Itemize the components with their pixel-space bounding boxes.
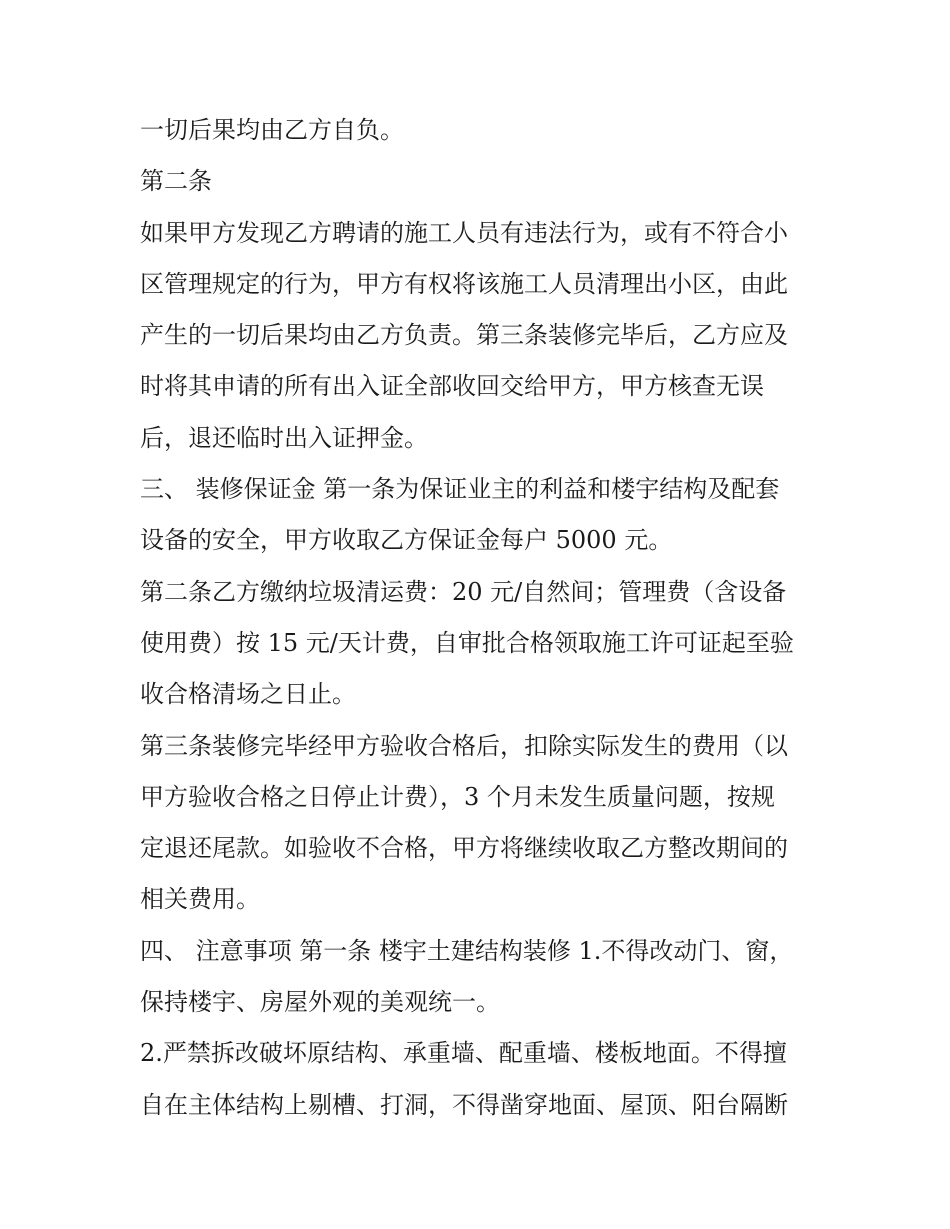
text-line: 产生的一切后果均由乙方负责。第三条装修完毕后，乙方应及 [140, 321, 788, 350]
text-line: 一切后果均由乙方自负。 [140, 116, 404, 144]
text-line: 四、 注意事项 第一条 楼宇土建结构装修 1.不得改动门、窗， [140, 936, 794, 965]
text-line: 第二条乙方缴纳垃圾清运费：20 元/自然间；管理费（含设备 [140, 577, 787, 606]
text-line: 定退还尾款。如验收不合格，甲方将继续收取乙方整改期间的 [140, 834, 788, 863]
text-line: 第三条装修完毕经甲方验收合格后，扣除实际发生的费用（以 [140, 731, 788, 760]
text-line: 设备的安全，甲方收取乙方保证金每户 5000 元。 [140, 526, 673, 555]
text-line: 甲方验收合格之日停止计费），3 个月未发生质量问题，按规 [140, 782, 775, 811]
text-line: 收合格清场之日止。 [140, 680, 356, 709]
text-line: 时将其申请的所有出入证全部收回交给甲方，甲方核查无误 [140, 372, 764, 401]
text-line: 使用费）按 15 元/天计费，自审批合格领取施工许可证起至验 [140, 628, 794, 657]
text-line: 如果甲方发现乙方聘请的施工人员有违法行为，或有不符合小 [140, 218, 788, 247]
text-line: 后，退还临时出入证押金。 [140, 423, 428, 452]
text-line: 自在主体结构上剔槽、打洞，不得凿穿地面、屋顶、阳台隔断 [140, 1090, 788, 1119]
text-line: 2.严禁拆改破坏原结构、承重墙、配重墙、楼板地面。不得擅 [140, 1039, 787, 1068]
text-line: 相关费用。 [140, 885, 260, 914]
text-line: 三、 装修保证金 第一条为保证业主的利益和楼宇结构及配套 [140, 475, 780, 504]
section-heading: 第二条 [140, 167, 212, 196]
document-body [140, 110, 820, 1136]
text-line: 区管理规定的行为，甲方有权将该施工人员清理出小区，由此 [140, 269, 788, 298]
text-line: 保持楼宇、房屋外观的美观统一。 [140, 988, 500, 1017]
